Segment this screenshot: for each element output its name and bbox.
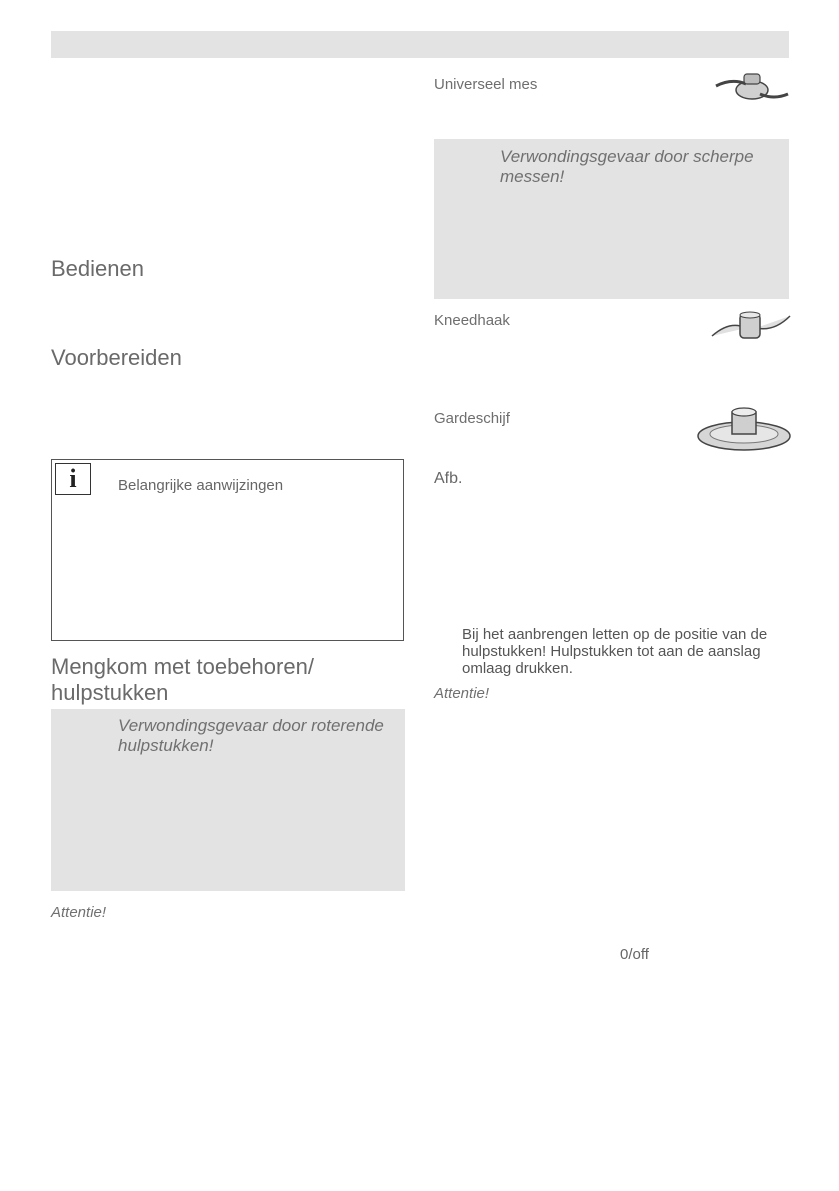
whisk-disc-icon bbox=[696, 404, 792, 454]
attention-left: Attentie! bbox=[51, 904, 107, 921]
figure-label: Afb. bbox=[434, 470, 463, 487]
warning-box-knives bbox=[434, 139, 789, 299]
important-note-box bbox=[51, 459, 404, 641]
warning-knives-text: Verwondingsgevaar door scherpe messen! bbox=[500, 147, 754, 186]
warning-box-rotating bbox=[51, 709, 405, 891]
kneading-hook-icon bbox=[710, 306, 792, 346]
info-icon: i bbox=[55, 463, 91, 495]
heading-bowl-accessories: Mengkom met toebehoren/ hulpstukken bbox=[51, 654, 314, 705]
attention-right: Attentie! bbox=[434, 685, 490, 702]
label-whisk-disc: Gardeschijf bbox=[434, 410, 510, 427]
label-universal-knife: Universeel mes bbox=[434, 76, 538, 93]
universal-knife-icon bbox=[712, 70, 790, 106]
switch-off-label: 0/off bbox=[620, 946, 649, 963]
heading-prepare: Voorbereiden bbox=[51, 345, 182, 370]
instruction-text: Bij het aanbrengen letten op de positie van de hulpstukken! Hulpstukken tot aan de aanslag omlaag drukken. bbox=[462, 626, 768, 677]
warning-rotating-text: Verwondingsgevaar door roterende hulpstukken! bbox=[118, 716, 384, 755]
header-bar bbox=[51, 31, 789, 58]
note-title: Belangrijke aanwijzingen bbox=[118, 477, 284, 494]
heading-operate: Bedienen bbox=[51, 256, 144, 281]
label-kneading-hook: Kneedhaak bbox=[434, 312, 510, 329]
